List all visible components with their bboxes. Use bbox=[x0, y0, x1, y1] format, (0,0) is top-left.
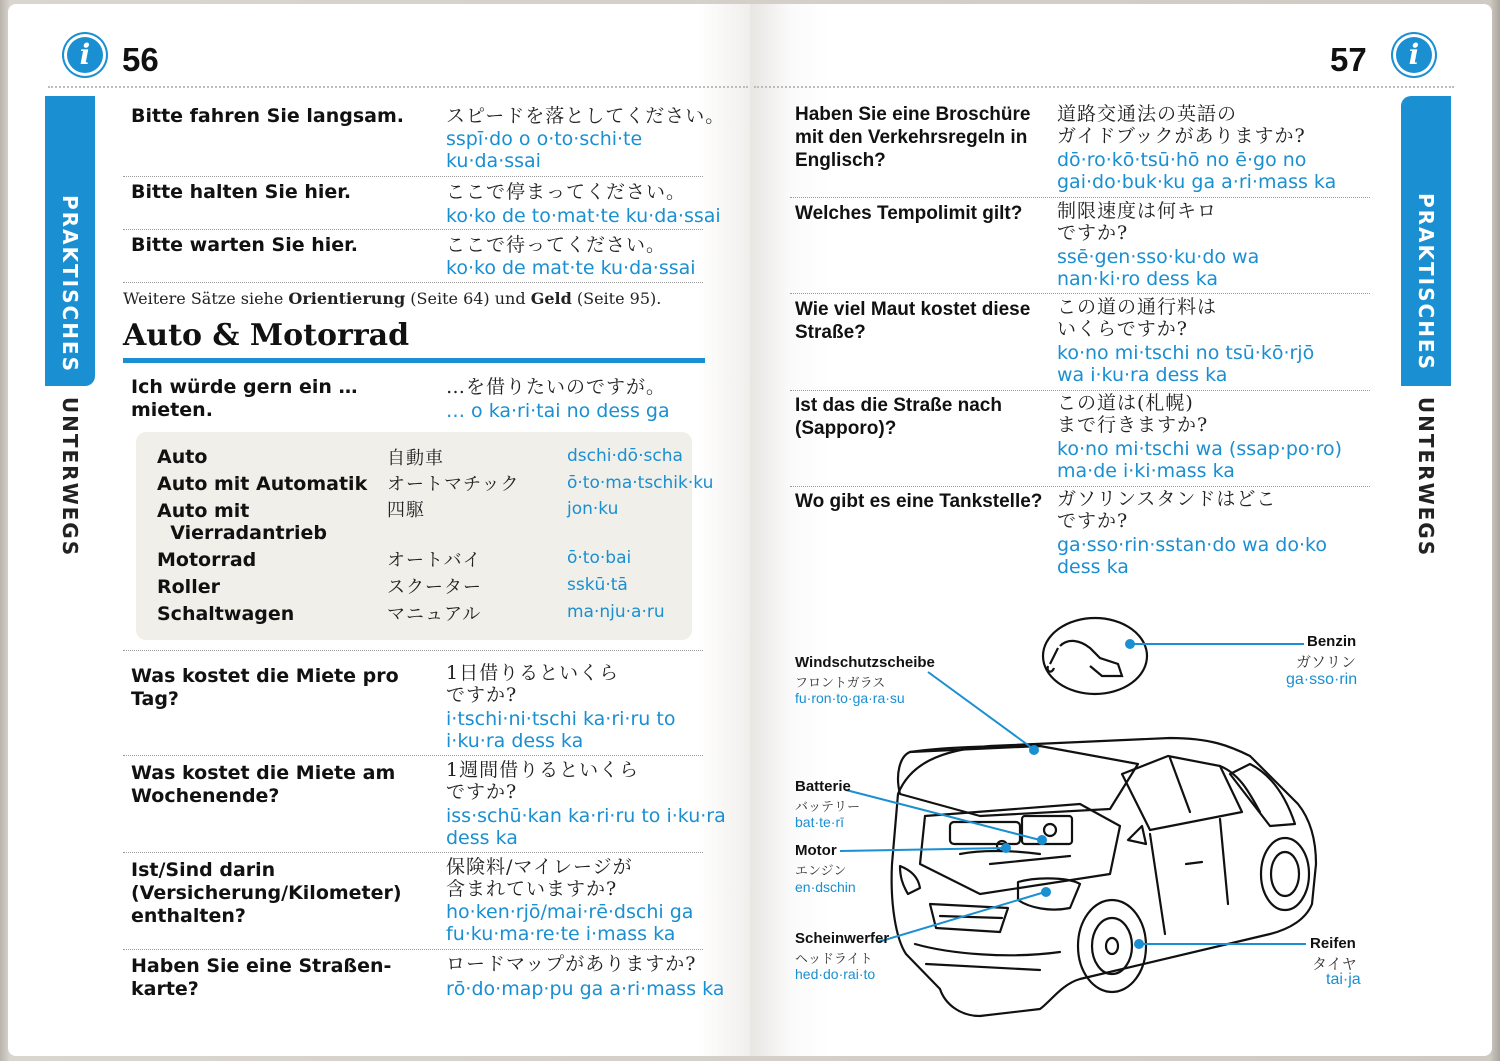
vocab-de: Schaltwagen bbox=[157, 603, 295, 625]
label-battery: Batterie bbox=[795, 778, 851, 795]
phrase-romaji: sspī·do o o·to·schi·te ku·da·ssai bbox=[446, 128, 643, 172]
phrase-de: Wie viel Maut kostet diese Straße? bbox=[795, 299, 1031, 343]
vocab-romaji: jon·ku bbox=[567, 499, 619, 519]
phrase-romaji: ssē·gen·sso·ku·do wa nan·ki·ro dess ka bbox=[1057, 246, 1260, 290]
tab-label-praktisches: PRAKTISCHES bbox=[58, 194, 82, 374]
vocab-romaji: ma·nju·a·ru bbox=[567, 602, 665, 622]
page-number: 56 bbox=[122, 41, 159, 78]
label-fuel-romaji: ga·sso·rin bbox=[1286, 671, 1358, 688]
label-headlight-jp: ヘッドライト bbox=[795, 952, 873, 967]
phrase-jp: 道路交通法の英語の ガイドブックがありますか? bbox=[1057, 103, 1306, 147]
label-battery-romaji: bat·te·rī bbox=[795, 814, 845, 830]
phrase-jp: スピードを落としてください。 bbox=[446, 105, 726, 127]
phrase-de: Bitte halten Sie hier. bbox=[131, 181, 352, 203]
car-illustration bbox=[750, 4, 1492, 1056]
phrase-jp: 保険料/マイレージが 含まれていますか? bbox=[446, 856, 633, 900]
heading-underline bbox=[123, 358, 705, 363]
row-divider bbox=[123, 949, 703, 950]
phrase-jp: ここで停まってください。 bbox=[446, 181, 687, 203]
vocab-jp: オートマチック bbox=[387, 474, 520, 495]
label-engine-jp: エンジン bbox=[795, 864, 847, 879]
label-windshield: Windschutzscheibe bbox=[795, 654, 935, 671]
phrase-romaji: ho·ken·rjō/mai·rē·dschi ga fu·ku·ma·re·te i·mass ka bbox=[446, 901, 694, 945]
row-divider bbox=[123, 852, 703, 853]
phrase-romaji: … o ka·ri·tai no dess ga bbox=[446, 400, 670, 422]
vocab-jp: マニュアル bbox=[387, 604, 482, 625]
label-windshield-jp: フロントガラス bbox=[795, 676, 886, 691]
label-windshield-romaji: fu·ron·to·ga·ra·su bbox=[795, 690, 905, 706]
row-divider bbox=[123, 650, 703, 651]
phrase-jp: …を借りたいのですが。 bbox=[446, 376, 667, 398]
info-icon: i bbox=[64, 34, 106, 76]
phrase-jp: ガソリンスタンドはどこ ですか? bbox=[1057, 488, 1277, 532]
page-number: 57 bbox=[1330, 41, 1367, 78]
phrase-de: Bitte warten Sie hier. bbox=[131, 234, 359, 256]
phrase-de: Wo gibt es eine Tankstelle? bbox=[795, 491, 1043, 512]
row-divider bbox=[123, 755, 703, 756]
vocab-de: Roller bbox=[157, 576, 220, 598]
label-engine: Motor bbox=[795, 842, 837, 859]
phrase-romaji: ko·ko de to·mat·te ku·da·ssai bbox=[446, 205, 721, 227]
phrase-jp: ロードマップがありますか? bbox=[446, 953, 697, 975]
label-tyre-jp: タイヤ bbox=[1312, 955, 1357, 973]
fuel-nozzle-icon bbox=[1043, 618, 1147, 694]
row-divider bbox=[123, 176, 703, 177]
label-tyre: Reifen bbox=[1310, 935, 1356, 952]
label-headlight: Scheinwerfer bbox=[795, 930, 890, 947]
cross-reference-note: Weitere Sätze siehe Orientierung (Seite 64) und Geld (Seite 95). bbox=[123, 289, 662, 308]
phrase-de: Haben Sie eine Broschüre mit den Verkehrsregeln in Englisch? bbox=[795, 104, 1031, 171]
vocab-jp: オートバイ bbox=[387, 550, 482, 571]
row-divider bbox=[123, 229, 703, 230]
phrase-jp: 制限速度は何キロ ですか? bbox=[1057, 200, 1218, 244]
phrase-romaji: iss·schū·kan ka·ri·ru to i·ku·ra dess ka bbox=[446, 805, 726, 849]
right-page bbox=[750, 4, 1492, 1056]
phrase-romaji: dō·ro·kō·tsū·hō no ē·go no gai·do·buk·ku ga a·ri·mass ka bbox=[1057, 149, 1337, 193]
vocab-jp: スクーター bbox=[387, 577, 482, 598]
phrase-romaji: rō·do·map·pu ga a·ri·mass ka bbox=[446, 978, 725, 1000]
phrase-de: Was kostet die Miete pro Tag? bbox=[131, 665, 399, 710]
phrase-romaji: ga·sso·rin·sstan·do wa do·ko dess ka bbox=[1057, 534, 1327, 578]
vocab-de: Auto mit Vierradantrieb bbox=[157, 500, 327, 544]
label-fuel: Benzin bbox=[1307, 633, 1357, 650]
label-battery-jp: バッテリー bbox=[795, 800, 861, 815]
info-icon: i bbox=[1393, 34, 1435, 76]
vocab-de: Motorrad bbox=[157, 549, 257, 571]
header-rule bbox=[48, 86, 748, 88]
section-heading: Auto & Motorrad bbox=[123, 318, 410, 353]
phrase-de: Ist/Sind darin (Versicherung/Kilometer) enthalten? bbox=[131, 859, 402, 927]
vocab-romaji: sskū·tā bbox=[567, 575, 628, 595]
phrase-jp: この道は(札幌) まで行きますか? bbox=[1057, 392, 1209, 436]
vocab-de: Auto mit Automatik bbox=[157, 473, 368, 495]
left-page bbox=[8, 4, 750, 1056]
phrase-de: Was kostet die Miete am Wochenende? bbox=[131, 762, 396, 807]
tab-label-praktisches: PRAKTISCHES bbox=[1414, 192, 1438, 372]
phrase-jp: 1日借りるといくら ですか? bbox=[446, 662, 620, 706]
phrase-de: Welches Tempolimit gilt? bbox=[795, 203, 1023, 224]
label-engine-romaji: en·dschin bbox=[795, 879, 856, 895]
vocab-jp: 自動車 bbox=[387, 448, 444, 469]
vocab-romaji: dschi·dō·scha bbox=[567, 446, 683, 466]
phrase-de: Bitte fahren Sie langsam. bbox=[131, 105, 404, 127]
phrase-romaji: i·tschi·ni·tschi ka·ri·ru to i·ku·ra dess ka bbox=[446, 708, 676, 752]
phrase-de: Ist das die Straße nach (Sapporo)? bbox=[795, 395, 1002, 439]
vocab-jp: 四駆 bbox=[387, 500, 425, 521]
phrase-de: Ich würde gern ein … mieten. bbox=[131, 376, 358, 421]
row-divider bbox=[123, 282, 703, 283]
phrase-jp: 1週間借りるといくら ですか? bbox=[446, 759, 640, 803]
phrase-jp: この道の通行料は いくらですか? bbox=[1057, 296, 1218, 340]
label-headlight-romaji: hed·do·rai·to bbox=[795, 966, 876, 982]
phrase-romaji: ko·no mi·tschi no tsū·kō·rjō wa i·ku·ra dess ka bbox=[1057, 342, 1315, 386]
phrase-jp: ここで待ってください。 bbox=[446, 234, 667, 256]
phrase-romaji: ko·ko de mat·te ku·da·ssai bbox=[446, 257, 696, 279]
vocab-romaji: ō·to·bai bbox=[567, 548, 632, 568]
phrase-de: Haben Sie eine Straßen- karte? bbox=[131, 955, 392, 1000]
label-fuel-jp: ガソリン bbox=[1296, 653, 1357, 671]
vocab-de: Auto bbox=[157, 446, 208, 468]
tab-label-unterwegs: UNTERWEGS bbox=[58, 396, 82, 558]
phrase-romaji: ko·no mi·tschi wa (ssap·po·ro) ma·de i·ki·mass ka bbox=[1057, 438, 1343, 482]
label-tyre-romaji: tai·ja bbox=[1326, 971, 1361, 988]
vocab-romaji: ō·to·ma·tschik·ku bbox=[567, 473, 714, 493]
tab-label-unterwegs: UNTERWEGS bbox=[1414, 396, 1438, 558]
